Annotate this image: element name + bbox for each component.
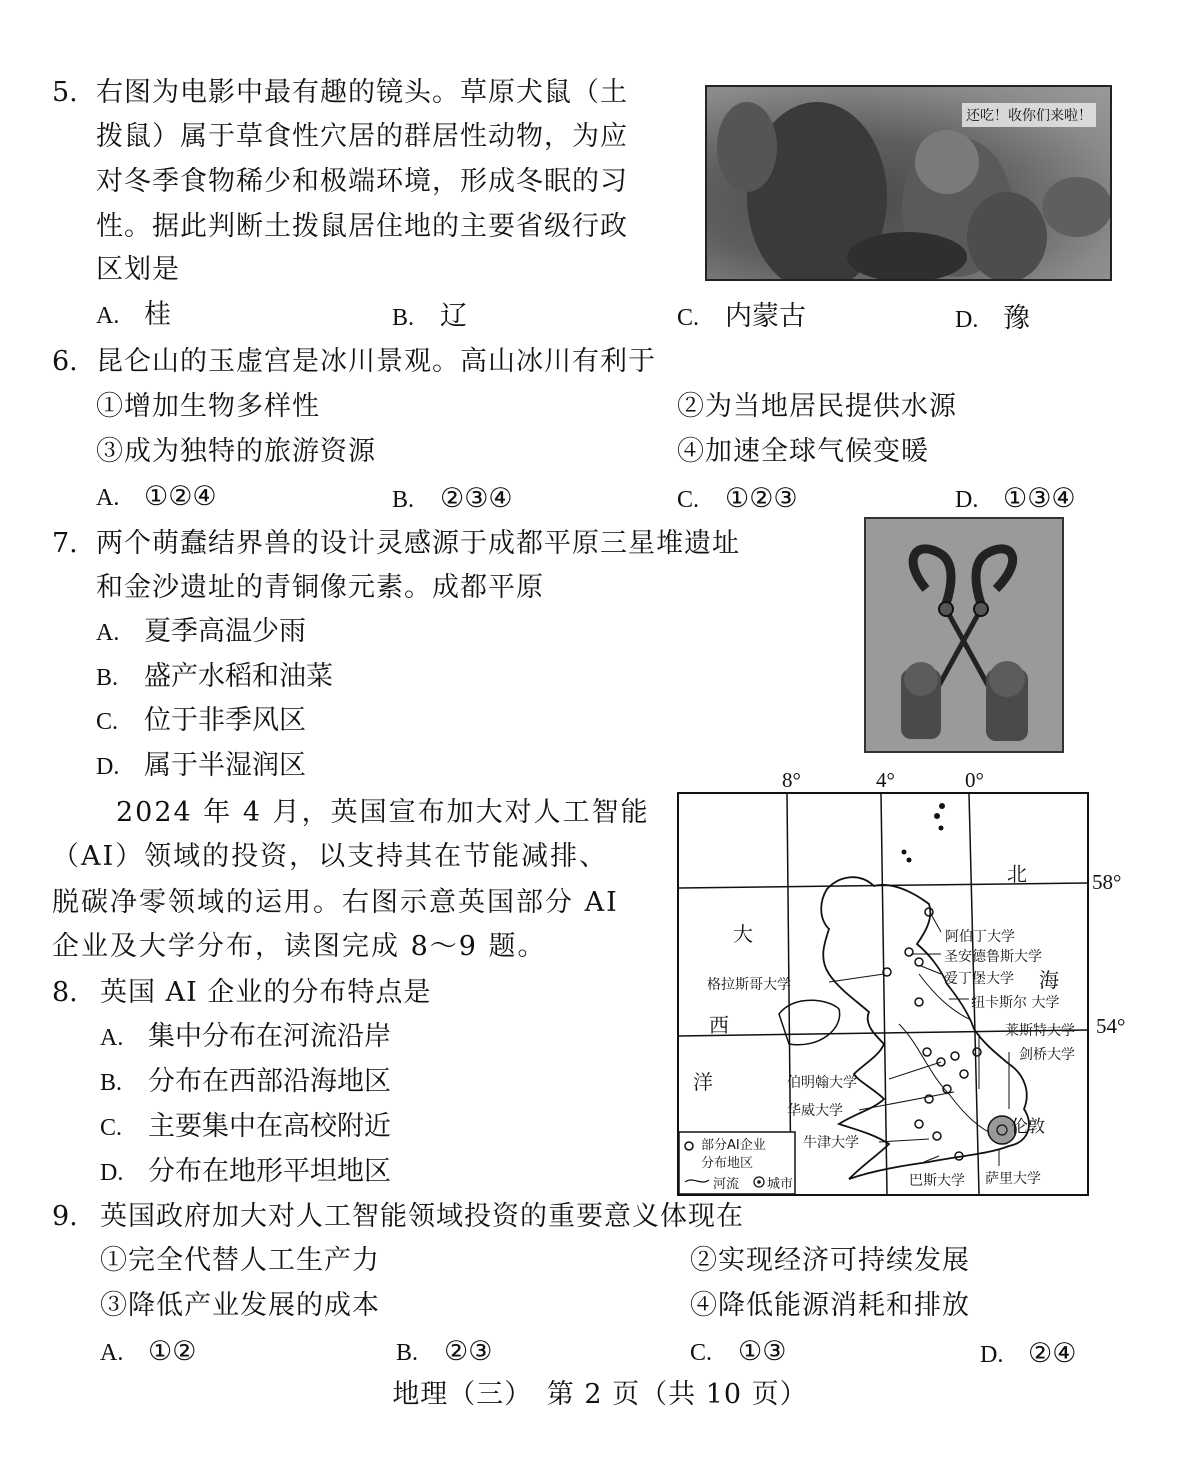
option-letter: C. [100, 1115, 123, 1141]
q9-item: ③降低产业发展的成本 [100, 1290, 380, 1321]
option-letter: A. [100, 1340, 124, 1366]
label-oxford: 牛津大学 [803, 1135, 859, 1151]
option-letter: B. [392, 487, 415, 513]
q6-item: ③成为独特的旅游资源 [96, 436, 376, 467]
q7-option-a[interactable] [96, 615, 306, 650]
label-surrey: 萨里大学 [985, 1171, 1041, 1187]
q6-item: ②为当地居民提供水源 [677, 391, 957, 422]
label-leicester: 莱斯特大学 [1005, 1023, 1075, 1039]
option-text: ①③ [738, 1336, 787, 1367]
option-letter: B. [396, 1340, 419, 1366]
intro-line: 脱碳净零领域的运用。右图示意英国部分 AI [52, 887, 619, 918]
legend-city: 城市 [767, 1177, 794, 1192]
label-warwick: 华威大学 [787, 1103, 843, 1119]
option-text: 桂 [144, 299, 171, 330]
label-bath: 巴斯大学 [909, 1173, 965, 1189]
q5-stem-line: 性。据此判断土拨鼠居住地的主要省级行政 [96, 211, 628, 242]
option-text: ②③ [444, 1336, 493, 1367]
option-text: 主要集中在高校附近 [148, 1111, 391, 1142]
q5-stem-line: 区划是 [96, 254, 180, 285]
legend-river: 河流 [713, 1177, 740, 1192]
movie-subtitle: 还吃！收你们来啦！ [962, 103, 1096, 127]
q8-option-c[interactable] [100, 1110, 391, 1145]
ocean-label: 大 [733, 922, 753, 946]
q9-item: ④降低能源消耗和排放 [690, 1290, 970, 1321]
intro-line: 企业及大学分布，读图完成 8～9 题。 [52, 931, 547, 962]
q5-option-d[interactable] [955, 302, 1030, 337]
option-text: ②③④ [440, 483, 513, 514]
q6-item: ④加速全球气候变暖 [677, 436, 929, 467]
ocean-label: 洋 [693, 1070, 713, 1094]
q9-item: ①完全代替人工生产力 [100, 1245, 380, 1276]
label-birmingham: 伯明翰大学 [787, 1075, 857, 1091]
q8-option-b[interactable] [100, 1065, 391, 1100]
q6-option-c[interactable] [677, 482, 798, 517]
q7-option-d[interactable] [96, 749, 306, 784]
option-text: 位于非季风区 [144, 705, 306, 736]
option-letter: B. [100, 1070, 123, 1096]
option-letter: B. [392, 305, 415, 331]
q8-stem: 英国 AI 企业的分布特点是 [100, 977, 432, 1008]
uk-ai-map [677, 792, 1089, 1196]
q9-number: 9. [52, 1201, 78, 1232]
q6-stem: 昆仑山的玉虚宫是冰川景观。高山冰川有利于 [96, 346, 656, 377]
option-letter: C. [677, 487, 700, 513]
q6-option-d[interactable] [955, 482, 1076, 517]
option-text: 属于半湿润区 [144, 750, 306, 781]
q7-stem-line: 两个萌蠢结界兽的设计灵感源于成都平原三星堆遗址 [96, 528, 740, 559]
option-text: 夏季高温少雨 [144, 616, 306, 647]
option-letter: D. [96, 754, 120, 780]
option-text: ①② [148, 1336, 197, 1367]
q9-option-d[interactable] [980, 1337, 1076, 1372]
option-text: 分布在西部沿海地区 [148, 1066, 391, 1097]
q5-stem-line: 对冬季食物稀少和极端环境，形成冬眠的习 [96, 166, 628, 197]
option-letter: A. [96, 303, 120, 329]
q5-stem-line: 右图为电影中最有趣的镜头。草原犬鼠（土 [96, 77, 628, 108]
q8-number: 8. [52, 977, 78, 1008]
mascot-illustration [866, 519, 1062, 751]
option-text: 内蒙古 [725, 301, 806, 332]
q9-option-c[interactable] [690, 1335, 786, 1370]
q6-item: ①增加生物多样性 [96, 391, 320, 422]
intro-line: 2024 年 4 月，英国宣布加大对人工智能 [116, 797, 650, 828]
q9-item: ②实现经济可持续发展 [690, 1245, 970, 1276]
q5-option-a[interactable] [96, 298, 171, 333]
option-letter: C. [96, 709, 119, 735]
sea-label: 北 [1007, 862, 1027, 886]
option-text: ①③④ [1003, 483, 1076, 514]
option-letter: D. [100, 1160, 124, 1186]
option-text: 盛产水稻和油菜 [144, 661, 333, 692]
q7-option-c[interactable] [96, 704, 306, 739]
q6-number: 6. [52, 346, 78, 377]
option-text: ②④ [1028, 1338, 1077, 1369]
label-london: 伦敦 [1011, 1117, 1045, 1137]
q8-option-d[interactable] [100, 1155, 391, 1190]
option-letter: A. [96, 485, 120, 511]
label-cambridge: 剑桥大学 [1019, 1047, 1075, 1063]
sea-label: 海 [1039, 968, 1059, 992]
label-glasgow: 格拉斯哥大学 [707, 977, 791, 993]
q6-option-a[interactable] [96, 480, 217, 515]
latitude-label: 58° [1092, 870, 1122, 894]
q5-number: 5. [52, 77, 78, 108]
legend-ai-area: 部分AI企业 [701, 1138, 766, 1153]
latitude-label: 54° [1096, 1014, 1126, 1038]
label-newcastle: 纽卡斯尔 大学 [971, 995, 1060, 1011]
q5-option-b[interactable] [392, 300, 467, 335]
ocean-label: 西 [709, 1013, 729, 1037]
movie-still-image [705, 85, 1112, 281]
q7-option-b[interactable] [96, 660, 333, 695]
longitude-label: 8° [782, 768, 801, 792]
label-edinburgh: 爱丁堡大学 [944, 971, 1014, 987]
option-text: 辽 [440, 301, 467, 332]
option-letter: D. [955, 307, 979, 333]
option-letter: A. [96, 620, 120, 646]
label-st-andrews: 圣安德鲁斯大学 [944, 949, 1042, 965]
q6-option-b[interactable] [392, 482, 513, 517]
option-text: ①②③ [725, 483, 798, 514]
q9-option-b[interactable] [396, 1335, 492, 1370]
page-footer: 地理（三） 第 2 页（共 10 页） [392, 1379, 808, 1410]
q8-option-a[interactable] [100, 1020, 391, 1055]
q5-option-c[interactable] [677, 300, 806, 335]
option-text: 分布在地形平坦地区 [148, 1156, 391, 1187]
q7-stem-line: 和金沙遗址的青铜像元素。成都平原 [96, 572, 544, 603]
q7-number: 7. [52, 528, 78, 559]
legend-ai-area: 分布地区 [701, 1156, 754, 1171]
label-aberdeen: 阿伯丁大学 [945, 929, 1015, 945]
option-letter: C. [690, 1340, 713, 1366]
longitude-label: 0° [965, 768, 984, 792]
q5-stem-line: 拨鼠）属于草食性穴居的群居性动物，为应 [96, 121, 628, 152]
option-text: 豫 [1003, 303, 1030, 334]
option-text: ①②④ [144, 481, 217, 512]
option-text: 集中分布在河流沿岸 [148, 1021, 391, 1052]
longitude-label: 4° [876, 768, 895, 792]
option-letter: D. [980, 1342, 1004, 1368]
option-letter: B. [96, 665, 119, 691]
intro-line: （AI）领域的投资，以支持其在节能减排、 [52, 841, 609, 872]
q9-stem: 英国政府加大对人工智能领域投资的重要意义体现在 [100, 1201, 744, 1232]
q9-option-a[interactable] [100, 1335, 196, 1370]
mascot-photo [864, 517, 1064, 753]
option-letter: A. [100, 1025, 124, 1051]
option-letter: C. [677, 305, 700, 331]
option-letter: D. [955, 487, 979, 513]
